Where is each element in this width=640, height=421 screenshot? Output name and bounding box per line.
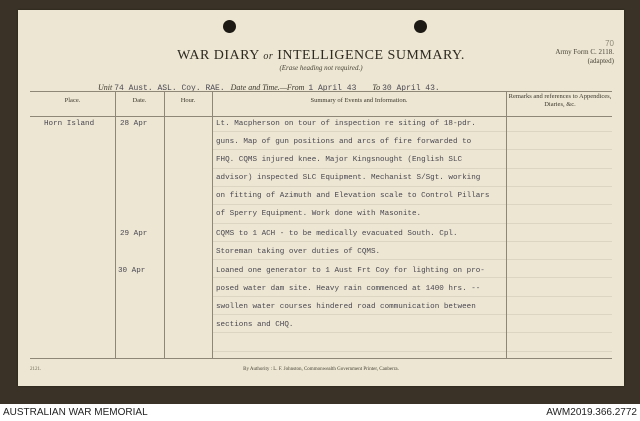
ruled-line bbox=[212, 296, 612, 297]
ruled-line bbox=[212, 314, 612, 315]
summary-line: on fitting of Azimuth and Elevation scale to Control Pillars bbox=[216, 192, 490, 200]
column-header-hour: Hour. bbox=[180, 97, 196, 104]
ruled-line bbox=[212, 223, 612, 224]
pencil-page-number: 70 bbox=[605, 39, 614, 48]
ruled-line bbox=[212, 351, 612, 352]
summary-line: swollen water courses hindered road communication between bbox=[216, 303, 476, 311]
summary-line: CQMS to 1 ACH - to be medically evacuated South. Cpl. bbox=[216, 230, 458, 238]
summary-line: posed water dam site. Heavy rain commenced at 1400 hrs. -- bbox=[216, 285, 481, 293]
ruled-line bbox=[212, 204, 612, 205]
ruled-line bbox=[212, 259, 612, 260]
to-label: To bbox=[372, 83, 381, 92]
form-number: Army Form C. 2118. bbox=[555, 48, 614, 56]
date-label: Date and Time.—From bbox=[230, 83, 305, 92]
title-or: or bbox=[263, 51, 274, 62]
to-value: 30 April 43. bbox=[382, 84, 440, 93]
summary-line: Lt. Macpherson on tour of inspection re siting of 18-pdr. bbox=[216, 120, 476, 128]
form-reference bbox=[555, 39, 614, 66]
summary-line: Storeman taking over duties of CQMS. bbox=[216, 248, 381, 256]
form-note: (adapted) bbox=[587, 57, 614, 65]
title-war-diary: WAR DIARY bbox=[177, 48, 260, 63]
column-header-summary: Summary of Events and Information. bbox=[310, 97, 408, 104]
entry-date: 29 Apr bbox=[120, 230, 148, 238]
summary-line: guns. Map of gun positions and arcs of fire forwarded to bbox=[216, 138, 472, 146]
unit-value: 74 Aust. ASL. Coy. RAE. bbox=[114, 84, 225, 93]
table-top-rule bbox=[30, 91, 612, 92]
form-code: 2121. bbox=[30, 367, 42, 372]
ruled-line bbox=[212, 168, 612, 169]
from-value: 1 April 43 bbox=[308, 84, 357, 93]
ruled-line bbox=[212, 131, 612, 132]
ruled-line bbox=[212, 332, 612, 333]
caption-accession-number: AWM2019.366.2772 bbox=[546, 407, 637, 418]
column-header-date: Date. bbox=[132, 97, 147, 104]
table-bottom-rule bbox=[30, 358, 612, 359]
entry-date: 30 Apr bbox=[118, 267, 146, 275]
summary-line: Loaned one generator to 1 Aust Frt Coy for lighting on pro- bbox=[216, 267, 485, 275]
column-header-remarks: Remarks and references to Appendices, Diaries, &c. bbox=[508, 93, 612, 108]
summary-line: of Sperry Equipment. Work done with Masonite. bbox=[216, 210, 422, 218]
column-header-place: Place. bbox=[64, 97, 81, 104]
table-header-rule bbox=[30, 116, 612, 117]
ruled-line bbox=[212, 186, 612, 187]
page-title bbox=[18, 48, 624, 64]
unit-label: Unit bbox=[98, 83, 113, 92]
ruled-line bbox=[212, 241, 612, 242]
summary-line: sections and CHQ. bbox=[216, 321, 294, 329]
column-divider bbox=[115, 91, 116, 358]
entry-place: Horn Island bbox=[44, 120, 95, 128]
page-subtitle: (Erase heading not required.) bbox=[279, 64, 363, 72]
punch-hole-left bbox=[223, 20, 236, 33]
title-intelligence-summary: INTELLIGENCE SUMMARY. bbox=[277, 48, 465, 63]
diary-page bbox=[18, 10, 624, 386]
summary-line: FHQ. CQMS injured knee. Major Kingsnought (English SLC bbox=[216, 156, 463, 164]
column-divider bbox=[164, 91, 165, 358]
ruled-line bbox=[212, 277, 612, 278]
entry-date: 28 Apr bbox=[120, 120, 148, 128]
ruled-line bbox=[212, 149, 612, 150]
printer-authority: By Authority : L. F. Johnston, Commonwealth Government Printer, Canberra. bbox=[243, 367, 399, 372]
punch-hole-right bbox=[414, 20, 427, 33]
summary-line: advisor) inspected SLC Equipment. Mechanist S/Sgt. working bbox=[216, 174, 481, 182]
caption-institution: AUSTRALIAN WAR MEMORIAL bbox=[3, 407, 148, 418]
